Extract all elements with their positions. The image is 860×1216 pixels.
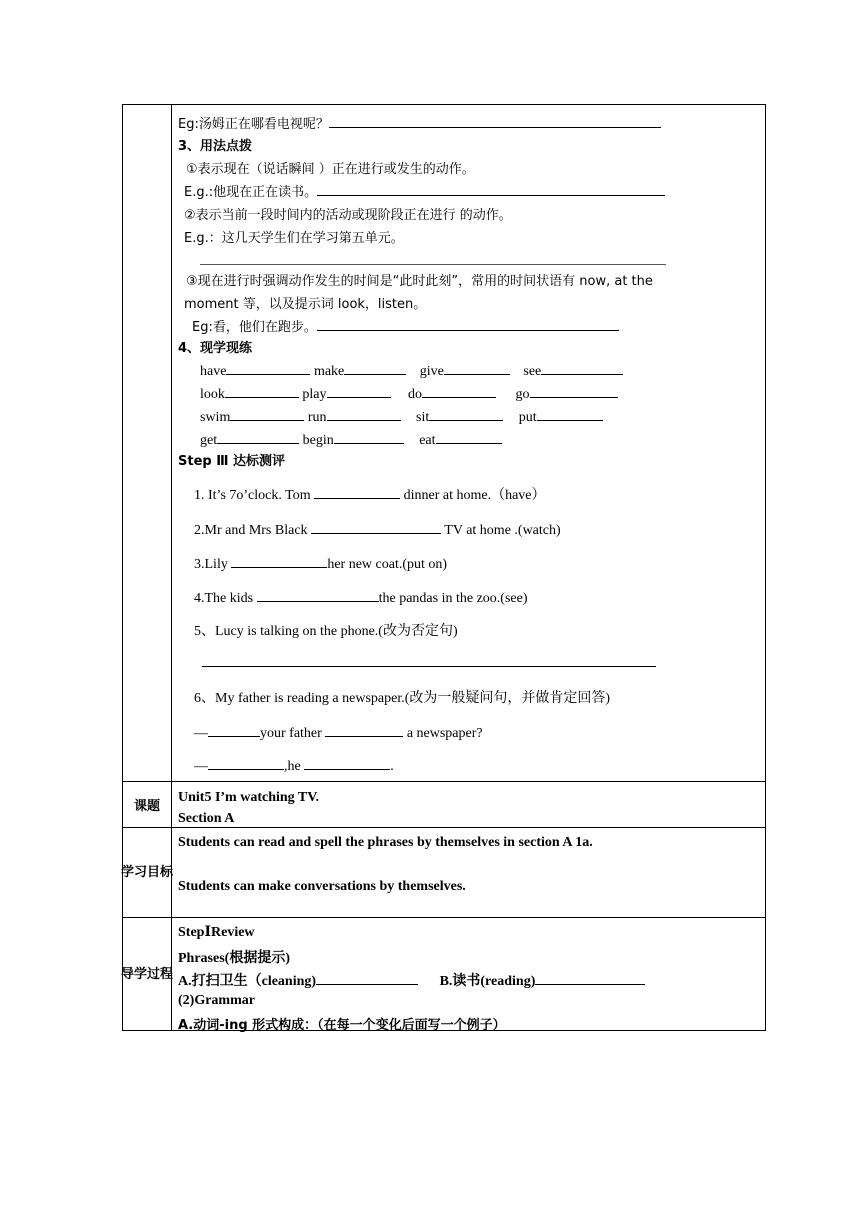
answer-blank[interactable]	[541, 360, 623, 375]
answer-blank[interactable]	[208, 722, 260, 737]
verb-word: look	[200, 387, 225, 402]
verb-word: eat	[419, 433, 436, 448]
answer-blank[interactable]	[202, 652, 656, 667]
usage-1-example-text: E.g.:他现在正在读书。	[184, 185, 318, 200]
question-5: 5、Lucy is talking on the phone.(改为否定句)	[194, 624, 458, 639]
question-text: TV at home .(watch)	[444, 523, 561, 538]
answer-blank[interactable]	[530, 383, 618, 398]
question-text: the pandas in the zoo.(see)	[378, 591, 528, 606]
verb-row	[200, 360, 623, 380]
answer-blank[interactable]	[317, 181, 665, 196]
question-6: 6、My father is reading a newspaper.(改为一般疑问句，并做肯定回答)	[194, 691, 611, 706]
verb-row	[200, 383, 618, 403]
row-divider	[123, 827, 765, 828]
process-label-char: 学	[133, 966, 147, 982]
answer-blank[interactable]	[444, 360, 510, 375]
goals-label	[120, 828, 174, 917]
question-text: —	[194, 759, 208, 774]
goals-label-char: 目	[147, 865, 161, 880]
verb-word: do	[408, 387, 422, 402]
question-6-answer-1	[194, 722, 483, 742]
goals-label-char: 习	[133, 865, 147, 880]
usage-2-answer-line[interactable]	[200, 250, 666, 270]
answer-blank[interactable]	[208, 755, 284, 770]
question-text: 3.Lily	[194, 557, 228, 572]
answer-blank[interactable]	[422, 383, 496, 398]
process-label	[120, 918, 174, 1030]
question-1	[194, 484, 546, 504]
usage-3-line1: ③现在进行时强调动作发生的时间是“此时此刻”，常用的时间状语有 now, at the	[186, 274, 653, 289]
verb-word: go	[515, 387, 530, 402]
goal-2: Students can make conversations by themselves.	[178, 879, 466, 894]
answer-blank[interactable]	[304, 755, 390, 770]
goals-label-char: 标	[160, 865, 174, 880]
grammar-title: (2)Grammar	[178, 993, 255, 1008]
usage-2: ②表示当前一段时间内的活动或现阶段正在进行 的动作。	[184, 208, 512, 223]
verb-word: give	[419, 364, 444, 379]
answer-blank[interactable]	[334, 429, 404, 444]
usage-1: ①表示现在（说话瞬间 ）正在进行或发生的动作。	[186, 162, 475, 177]
question-2	[194, 519, 561, 539]
usage-title: 3、用法点拨	[178, 139, 253, 154]
answer-blank[interactable]	[317, 316, 619, 331]
topic-title: Unit5 I’m watching TV.	[178, 790, 320, 805]
verb-row	[200, 429, 502, 449]
question-text: 1. It’s 7o’clock. Tom	[194, 488, 311, 503]
process-label-char: 导	[120, 966, 134, 982]
answer-blank[interactable]	[429, 406, 503, 421]
grammar-a: A.动词-ing 形式构成：（在每一个变化后面写一个例子）	[178, 1018, 506, 1033]
phrases-title: Phrases(根据提示)	[178, 951, 290, 966]
question-text: a newspaper?	[406, 726, 483, 741]
answer-blank[interactable]	[200, 250, 666, 265]
answer-blank[interactable]	[325, 722, 403, 737]
verb-row	[200, 406, 603, 426]
answer-blank[interactable]	[257, 587, 379, 602]
usage-3-line2: moment 等，以及提示词 look，listen。	[184, 297, 427, 312]
process-label-char: 过	[147, 966, 161, 982]
phrases-row	[178, 970, 645, 990]
answer-blank[interactable]	[327, 383, 391, 398]
verb-word: begin	[302, 433, 334, 448]
question-3	[194, 553, 447, 573]
step1-review: StepⅠReview	[178, 925, 255, 940]
topic-section: Section A	[178, 811, 235, 826]
answer-blank[interactable]	[344, 360, 406, 375]
answer-blank[interactable]	[230, 406, 304, 421]
question-text: —	[194, 726, 208, 741]
answer-blank[interactable]	[329, 113, 661, 128]
verb-word: see	[523, 364, 542, 379]
verb-word: get	[200, 433, 218, 448]
question-6-answer-2	[194, 755, 394, 775]
verb-word: play	[302, 387, 327, 402]
question-text: dinner at home.（have）	[403, 488, 546, 503]
practice-title: 4、现学现练	[178, 341, 253, 356]
usage-1-example	[184, 181, 665, 200]
row-divider	[123, 917, 765, 918]
usage-2-example: E.g.：这几天学生们在学习第五单元。	[184, 231, 404, 246]
answer-blank[interactable]	[226, 360, 310, 375]
question-text: 2.Mr and Mrs Black	[194, 523, 308, 538]
row-divider	[123, 781, 765, 782]
answer-blank[interactable]	[231, 553, 327, 568]
answer-blank[interactable]	[311, 519, 441, 534]
phrase-b: B.读书(reading)	[439, 974, 536, 989]
example-where	[178, 113, 661, 132]
answer-blank[interactable]	[535, 970, 645, 985]
process-label-char: 程	[160, 966, 174, 982]
verb-word: swim	[200, 410, 231, 425]
answer-blank[interactable]	[316, 970, 418, 985]
goal-1: Students can read and spell the phrases by themselves in section A 1a.	[178, 835, 593, 850]
example-where-text: Eg:汤姆正在哪看电视呢？	[178, 117, 329, 132]
answer-blank[interactable]	[225, 383, 299, 398]
usage-3-example	[192, 316, 619, 335]
question-4	[194, 587, 528, 607]
answer-blank[interactable]	[436, 429, 502, 444]
answer-blank[interactable]	[537, 406, 603, 421]
verb-word: run	[307, 410, 327, 425]
column-divider	[171, 105, 172, 1030]
goals-label-char: 学	[120, 865, 134, 880]
step3-title: Step Ⅲ 达标测评	[178, 454, 286, 469]
answer-blank[interactable]	[327, 406, 401, 421]
verb-word: put	[518, 410, 537, 425]
verb-word: make	[313, 364, 345, 379]
answer-blank[interactable]	[217, 429, 299, 444]
question-text: 4.The kids	[194, 591, 254, 606]
question-text: your father	[260, 726, 322, 741]
phrase-a: A.打扫卫生（cleaning)	[178, 974, 317, 989]
question-text: ,he	[284, 759, 301, 774]
usage-3-example-text: Eg:看，他们在跑步。	[192, 320, 317, 335]
verb-word: have	[200, 364, 227, 379]
question-5-answer-line[interactable]	[202, 652, 656, 672]
question-text: her new coat.(put on)	[327, 557, 448, 572]
answer-blank[interactable]	[314, 484, 400, 499]
question-text: .	[390, 759, 394, 774]
verb-word: sit	[416, 410, 430, 425]
topic-label: 课题	[133, 799, 160, 814]
